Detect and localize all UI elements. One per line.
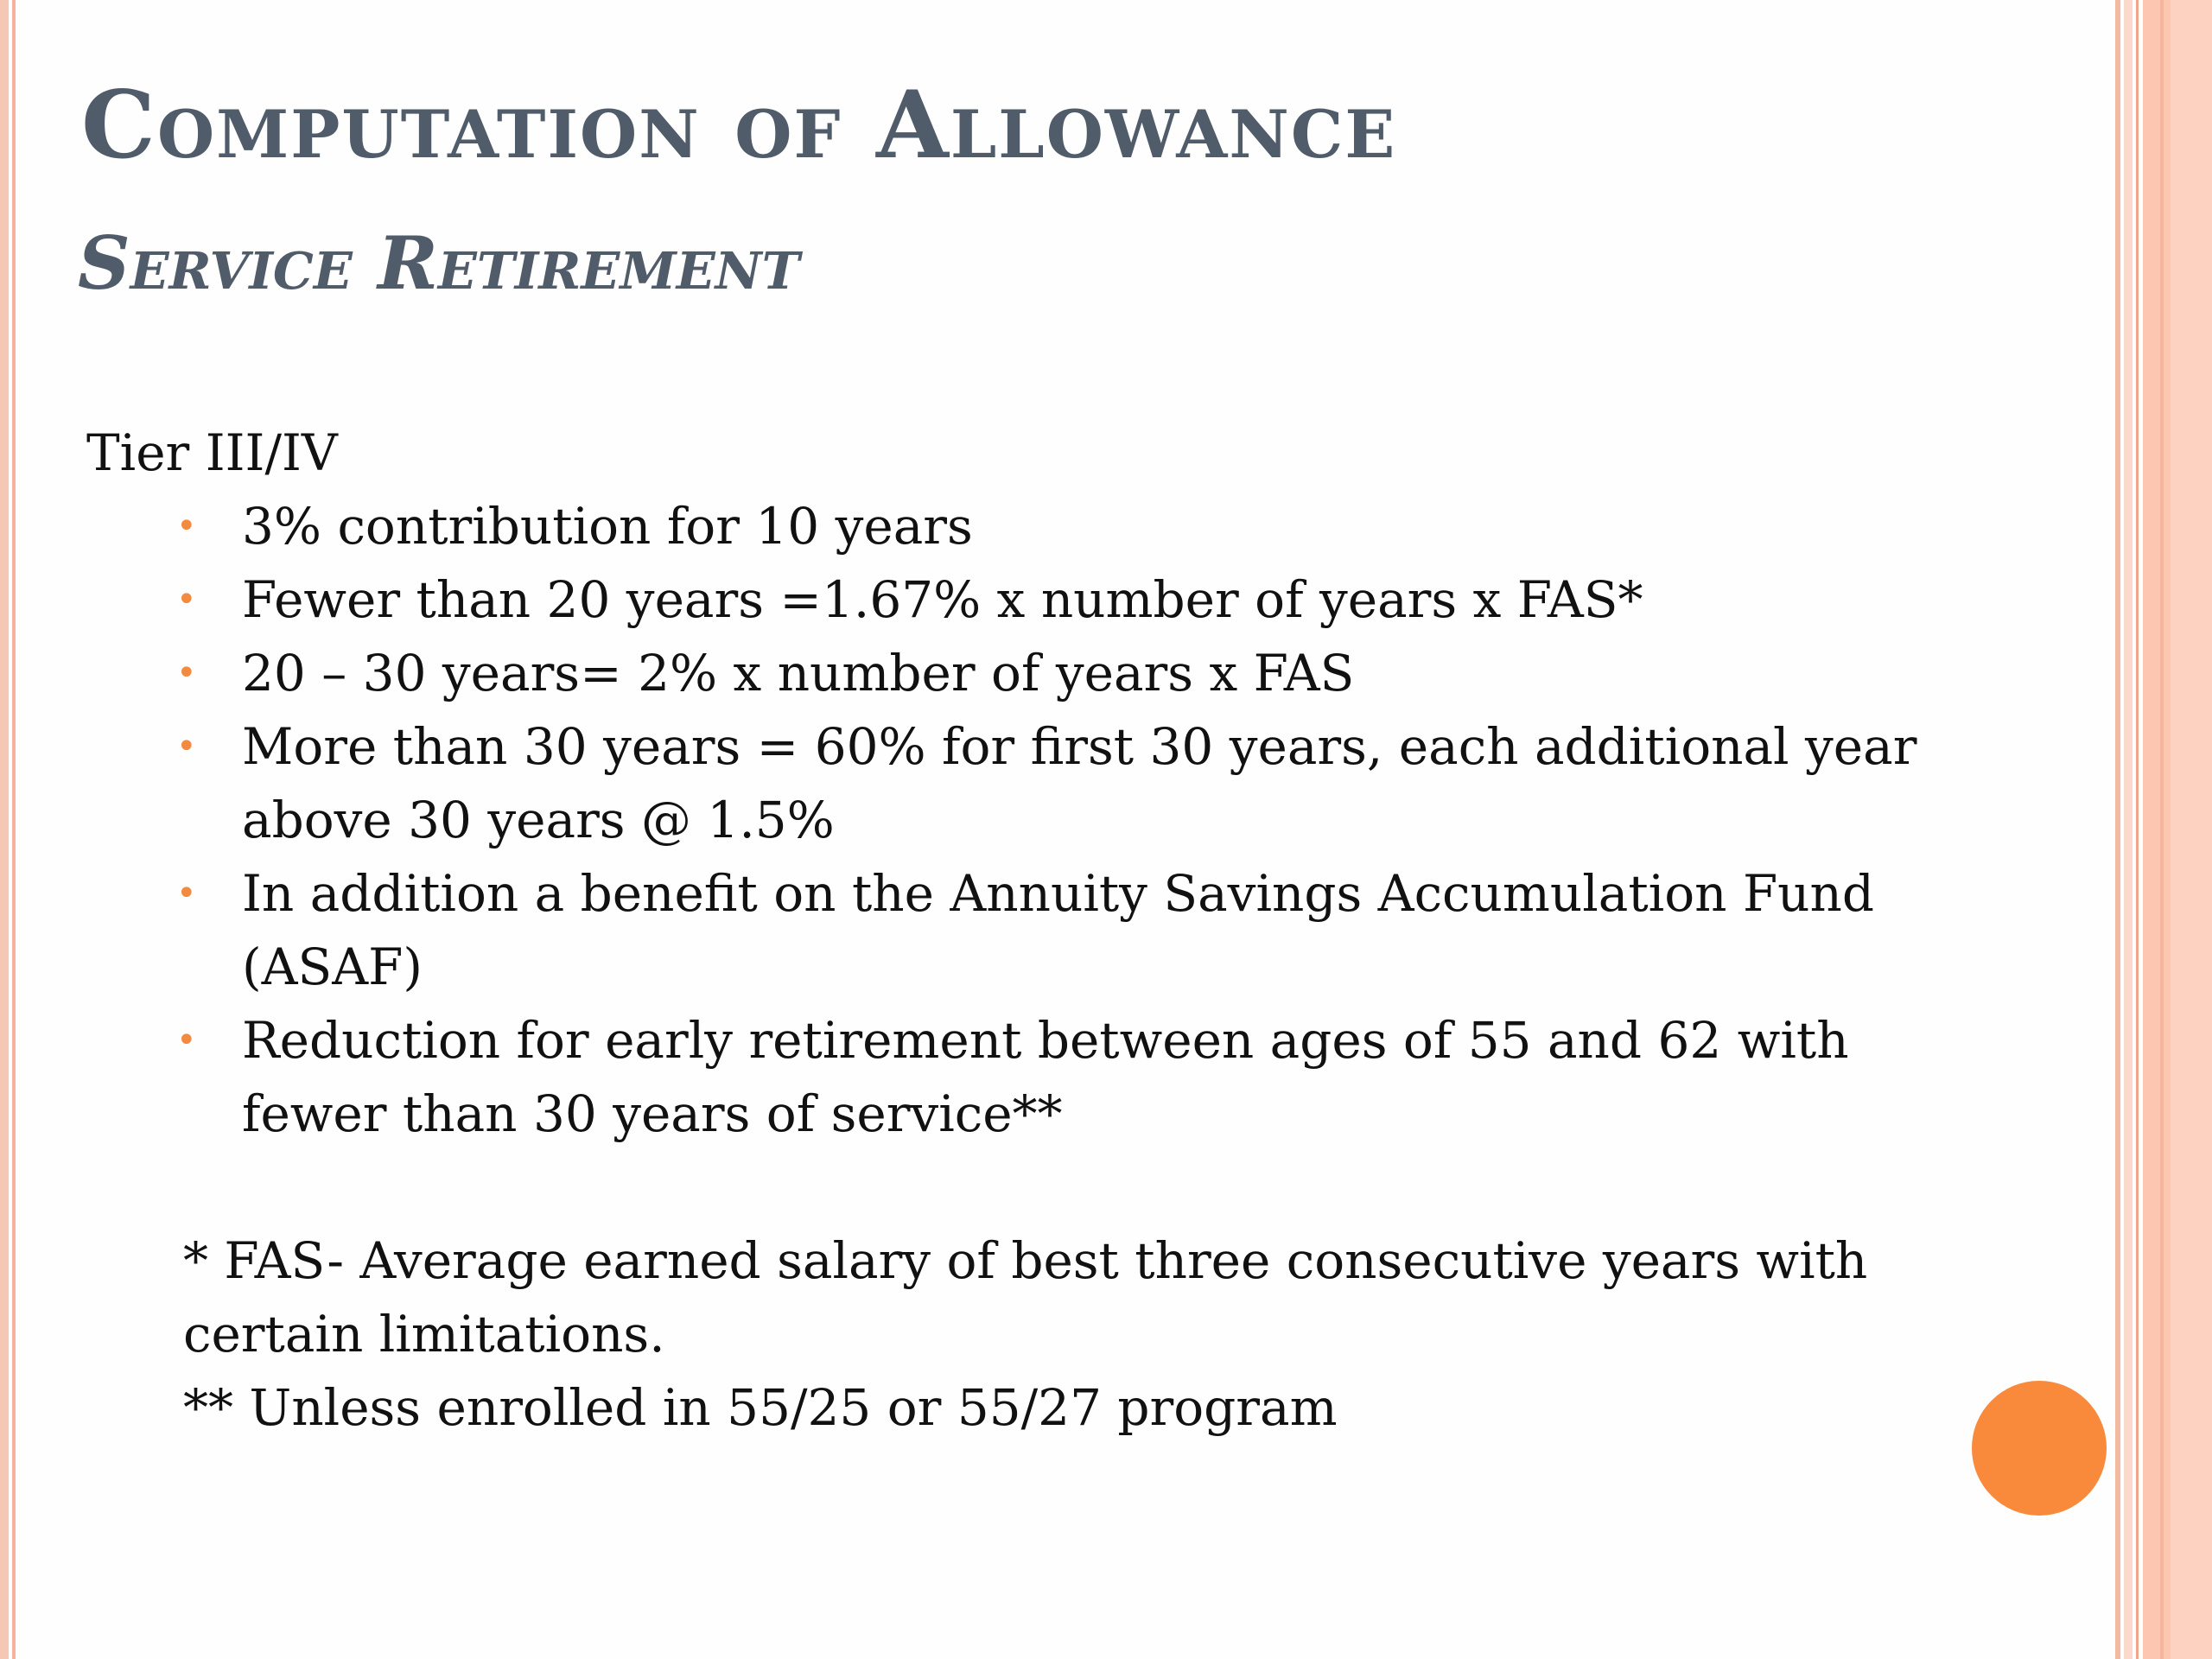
- slide-title: Computation of Allowance: [81, 71, 1397, 180]
- frame-stripe-right: [2115, 0, 2120, 1659]
- list-item: [86, 710, 1944, 857]
- bullet-text: In addition a benefit on the Annuity Savings Accumulation Fund (ASAF): [242, 864, 1875, 996]
- bullet-text: 3% contribution for 10 years: [242, 497, 973, 556]
- bullet-dot-icon: •: [176, 874, 197, 913]
- bullet-list: [86, 490, 1944, 1151]
- bullet-text: Reduction for early retirement between ages of 55 and 62 with fewer than 30 years of service**: [242, 1011, 1849, 1143]
- list-item: [86, 637, 1944, 710]
- frame-stripe-left: [0, 0, 9, 1659]
- bullet-dot-icon: •: [176, 653, 197, 693]
- list-item: [86, 490, 1944, 563]
- bullet-text: 20 – 30 years= 2% x number of years x FAS: [242, 644, 1355, 702]
- list-item: [86, 857, 1944, 1004]
- frame-stripe-right: [2136, 0, 2139, 1659]
- footnotes: [86, 1224, 1944, 1445]
- section-heading: Tier III/IV: [86, 423, 338, 482]
- bullet-text: More than 30 years = 60% for first 30 years, each additional year above 30 years @ 1.5%: [242, 717, 1917, 849]
- list-item: [86, 563, 1944, 637]
- bullet-dot-icon: •: [176, 727, 197, 766]
- slide-body: [86, 416, 1944, 1445]
- bullet-dot-icon: •: [176, 1020, 197, 1060]
- footnote-fas: * FAS- Average earned salary of best three consecutive years with certain limitations.: [183, 1231, 1868, 1363]
- orange-circle-icon: [1972, 1381, 2107, 1516]
- frame-stripe-right: [2171, 0, 2212, 1659]
- bullet-dot-icon: •: [176, 506, 197, 546]
- list-item: [86, 1004, 1944, 1151]
- bullet-dot-icon: •: [176, 580, 197, 620]
- slide-subtitle: Service Retirement: [78, 220, 800, 306]
- frame-stripe-right: [2124, 0, 2133, 1659]
- frame-stripe-left-inner: [12, 0, 16, 1659]
- bullet-text: Fewer than 20 years =1.67% x number of years x FAS*: [242, 570, 1643, 629]
- footnote-unless-enrolled: ** Unless enrolled in 55/25 or 55/27 program: [183, 1378, 1338, 1437]
- frame-stripe-right: [2160, 0, 2164, 1659]
